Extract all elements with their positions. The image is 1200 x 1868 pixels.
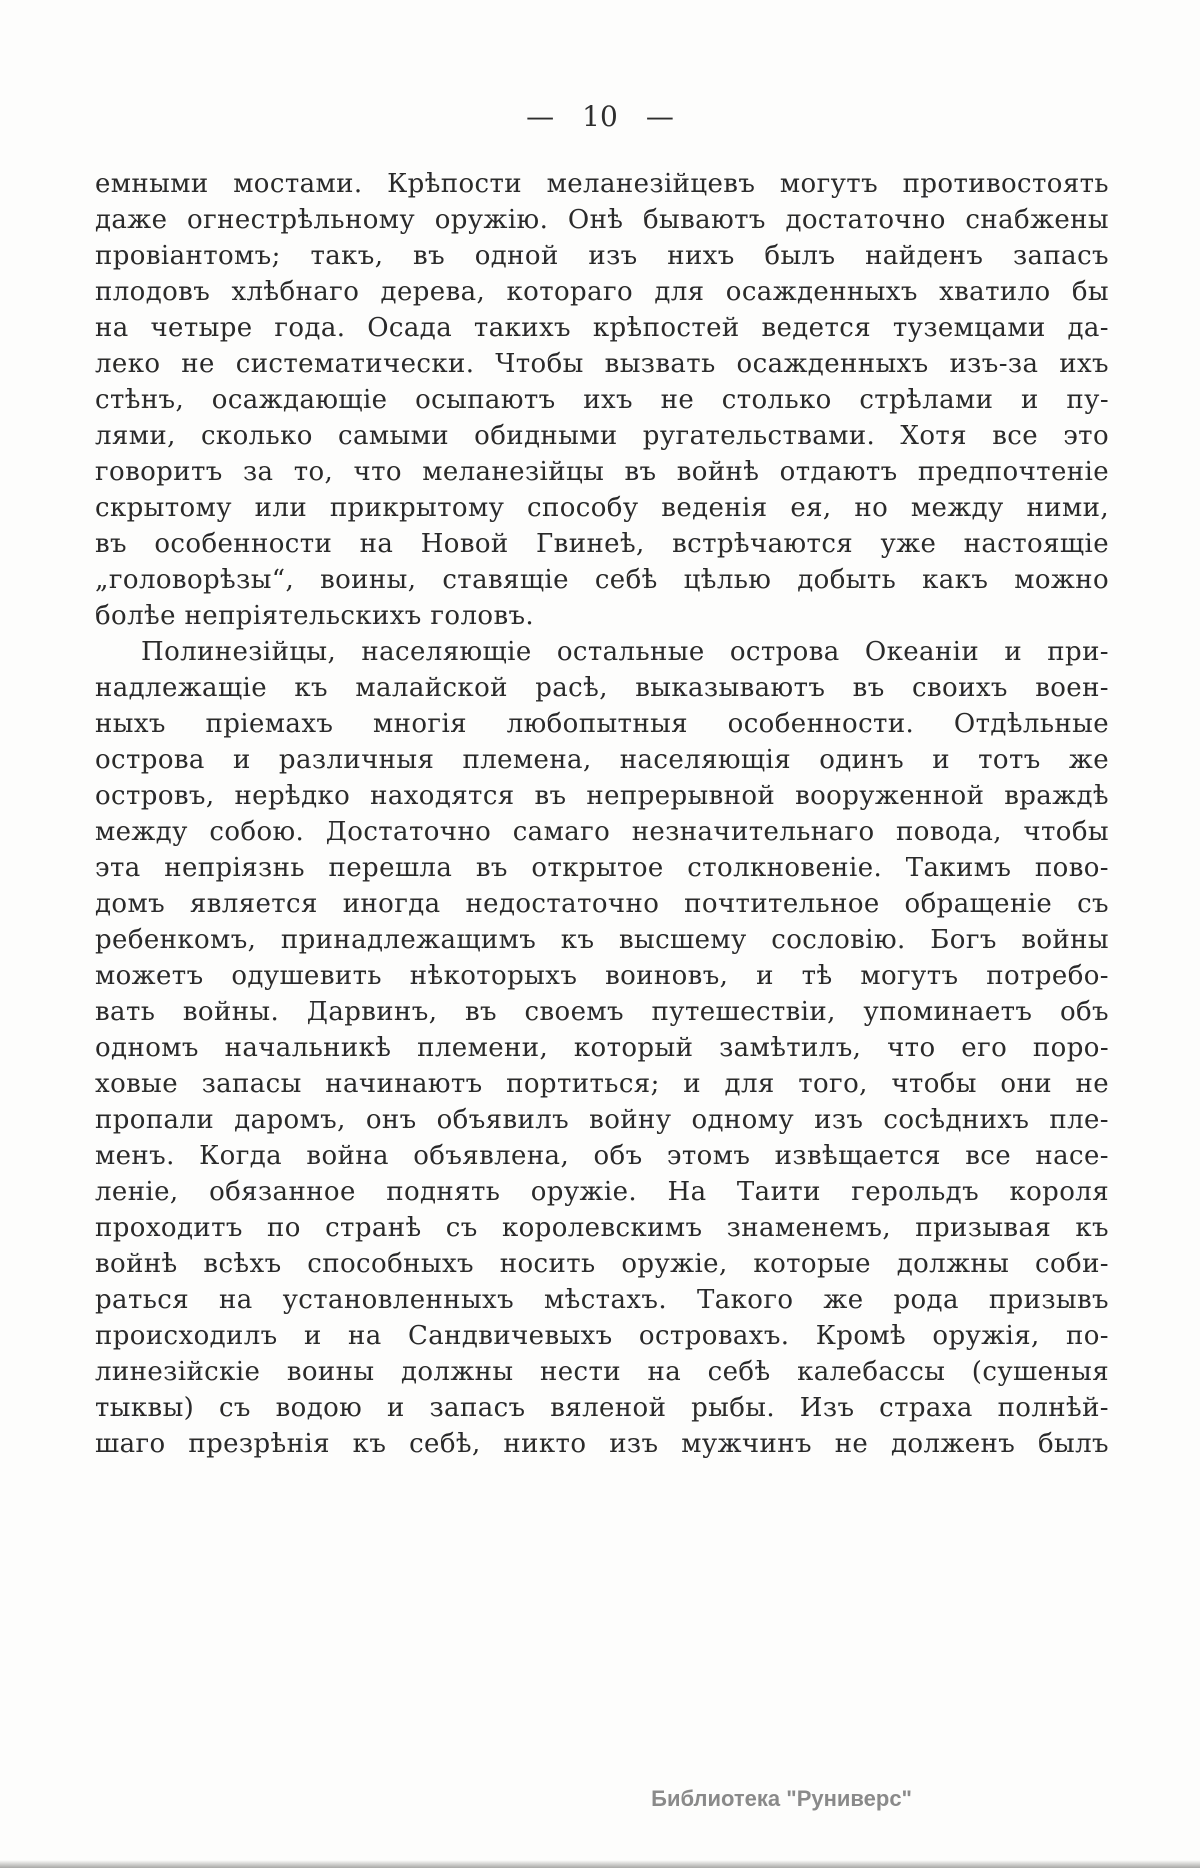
text-line: тыквы) съ водою и запасъ вяленой рыбы. Изъ страха полнѣй- bbox=[95, 1393, 1109, 1423]
paragraph bbox=[95, 166, 1109, 634]
text-line: эта непріязнь перешла въ открытое столкновеніе. Такимъ пово- bbox=[95, 853, 1109, 883]
text-line: раться на установленныхъ мѣстахъ. Такого же рода призывъ bbox=[95, 1285, 1109, 1315]
library-watermark: Библиотека "Руниверс" bbox=[651, 1786, 912, 1811]
text-line: даже огнестрѣльному оружію. Онѣ бываютъ достаточно снабжены bbox=[95, 205, 1109, 235]
text-line: шаго презрѣнія къ себѣ, никто изъ мужчинъ не долженъ былъ bbox=[95, 1429, 1109, 1459]
text-line: скрытому или прикрытому способу веденія ея, но между ними, bbox=[95, 493, 1109, 523]
header-dash-right: — bbox=[645, 100, 674, 133]
text-line: линезійскіе воины должны нести на себѣ калебассы (сушеныя bbox=[95, 1357, 1109, 1387]
text-line: домъ является иногда недостаточно почтительное обращеніе съ bbox=[95, 889, 1109, 919]
text-line: плодовъ хлѣбнаго дерева, котораго для осажденныхъ хватило бы bbox=[95, 277, 1109, 307]
paragraph bbox=[95, 634, 1109, 1462]
text-line: лями, сколько самыми обидными ругательствами. Хотя все это bbox=[95, 421, 1109, 451]
text-line: Полинезійцы, населяющіе остальные острова Океаніи и при- bbox=[141, 637, 1109, 667]
page-number: 10 bbox=[582, 100, 618, 133]
text-line: острова и различныя племена, населяющія одинъ и тотъ же bbox=[95, 745, 1109, 775]
text-line: стѣнъ, осаждающіе осыпаютъ ихъ не столько стрѣлами и пу- bbox=[95, 385, 1109, 415]
text-line: надлежащіе къ малайской расѣ, выказываютъ въ своихъ воен- bbox=[95, 673, 1109, 703]
text-line: леніе, обязанное поднять оружіе. На Таити герольдъ короля bbox=[95, 1177, 1109, 1207]
text-line: островъ, нерѣдко находятся въ непрерывной вооруженной враждѣ bbox=[95, 781, 1109, 811]
text-line: проходитъ по странѣ съ королевскимъ знаменемъ, призывая къ bbox=[95, 1213, 1109, 1243]
header-dash-left: — bbox=[526, 100, 555, 133]
text-line: войнѣ всѣхъ способныхъ носить оружіе, которые должны соби- bbox=[95, 1249, 1109, 1279]
text-line: на четыре года. Осада такихъ крѣпостей ведется туземцами да- bbox=[95, 313, 1109, 343]
text-line: говоритъ за то, что меланезійцы въ войнѣ отдаютъ предпочтеніе bbox=[95, 457, 1109, 487]
text-line: можетъ одушевить нѣкоторыхъ воиновъ, и тѣ могутъ потребо- bbox=[95, 961, 1109, 991]
text-line: вать войны. Дарвинъ, въ своемъ путешествіи, упоминаетъ объ bbox=[95, 997, 1109, 1027]
text-line: одномъ начальникѣ племени, который замѣтилъ, что его поро- bbox=[95, 1033, 1109, 1063]
text-line: менъ. Когда война объявлена, объ этомъ извѣщается все насе- bbox=[95, 1141, 1109, 1171]
page-header bbox=[0, 100, 1200, 133]
text-line: ховые запасы начинаютъ портиться; и для того, чтобы они не bbox=[95, 1069, 1109, 1099]
text-block bbox=[95, 166, 1109, 1462]
text-line: въ особенности на Новой Гвинеѣ, встрѣчаются уже настоящіе bbox=[95, 529, 1109, 559]
text-line: ребенкомъ, принадлежащимъ къ высшему сословію. Богъ войны bbox=[95, 925, 1109, 955]
text-line: пропали даромъ, онъ объявилъ войну одному изъ сосѣднихъ пле- bbox=[95, 1105, 1109, 1135]
text-line: ныхъ пріемахъ многія любопытныя особенности. Отдѣльные bbox=[95, 709, 1109, 739]
text-line: происходилъ и на Сандвичевыхъ островахъ. Кромѣ оружія, по- bbox=[95, 1321, 1109, 1351]
text-line: „головорѣзы“, воины, ставящіе себѣ цѣлью добыть какъ можно bbox=[95, 565, 1109, 595]
scan-edge bbox=[0, 1860, 1200, 1868]
text-line: леко не систематически. Чтобы вызвать осажденныхъ изъ-за ихъ bbox=[95, 349, 1109, 379]
text-line: болѣе непріятельскихъ головъ. bbox=[95, 601, 535, 631]
text-line: емными мостами. Крѣпости меланезійцевъ могутъ противостоять bbox=[95, 169, 1109, 199]
text-line: провіантомъ; такъ, въ одной изъ нихъ былъ найденъ запасъ bbox=[95, 241, 1109, 271]
text-line: между собою. Достаточно самаго незначительнаго повода, чтобы bbox=[95, 817, 1109, 847]
